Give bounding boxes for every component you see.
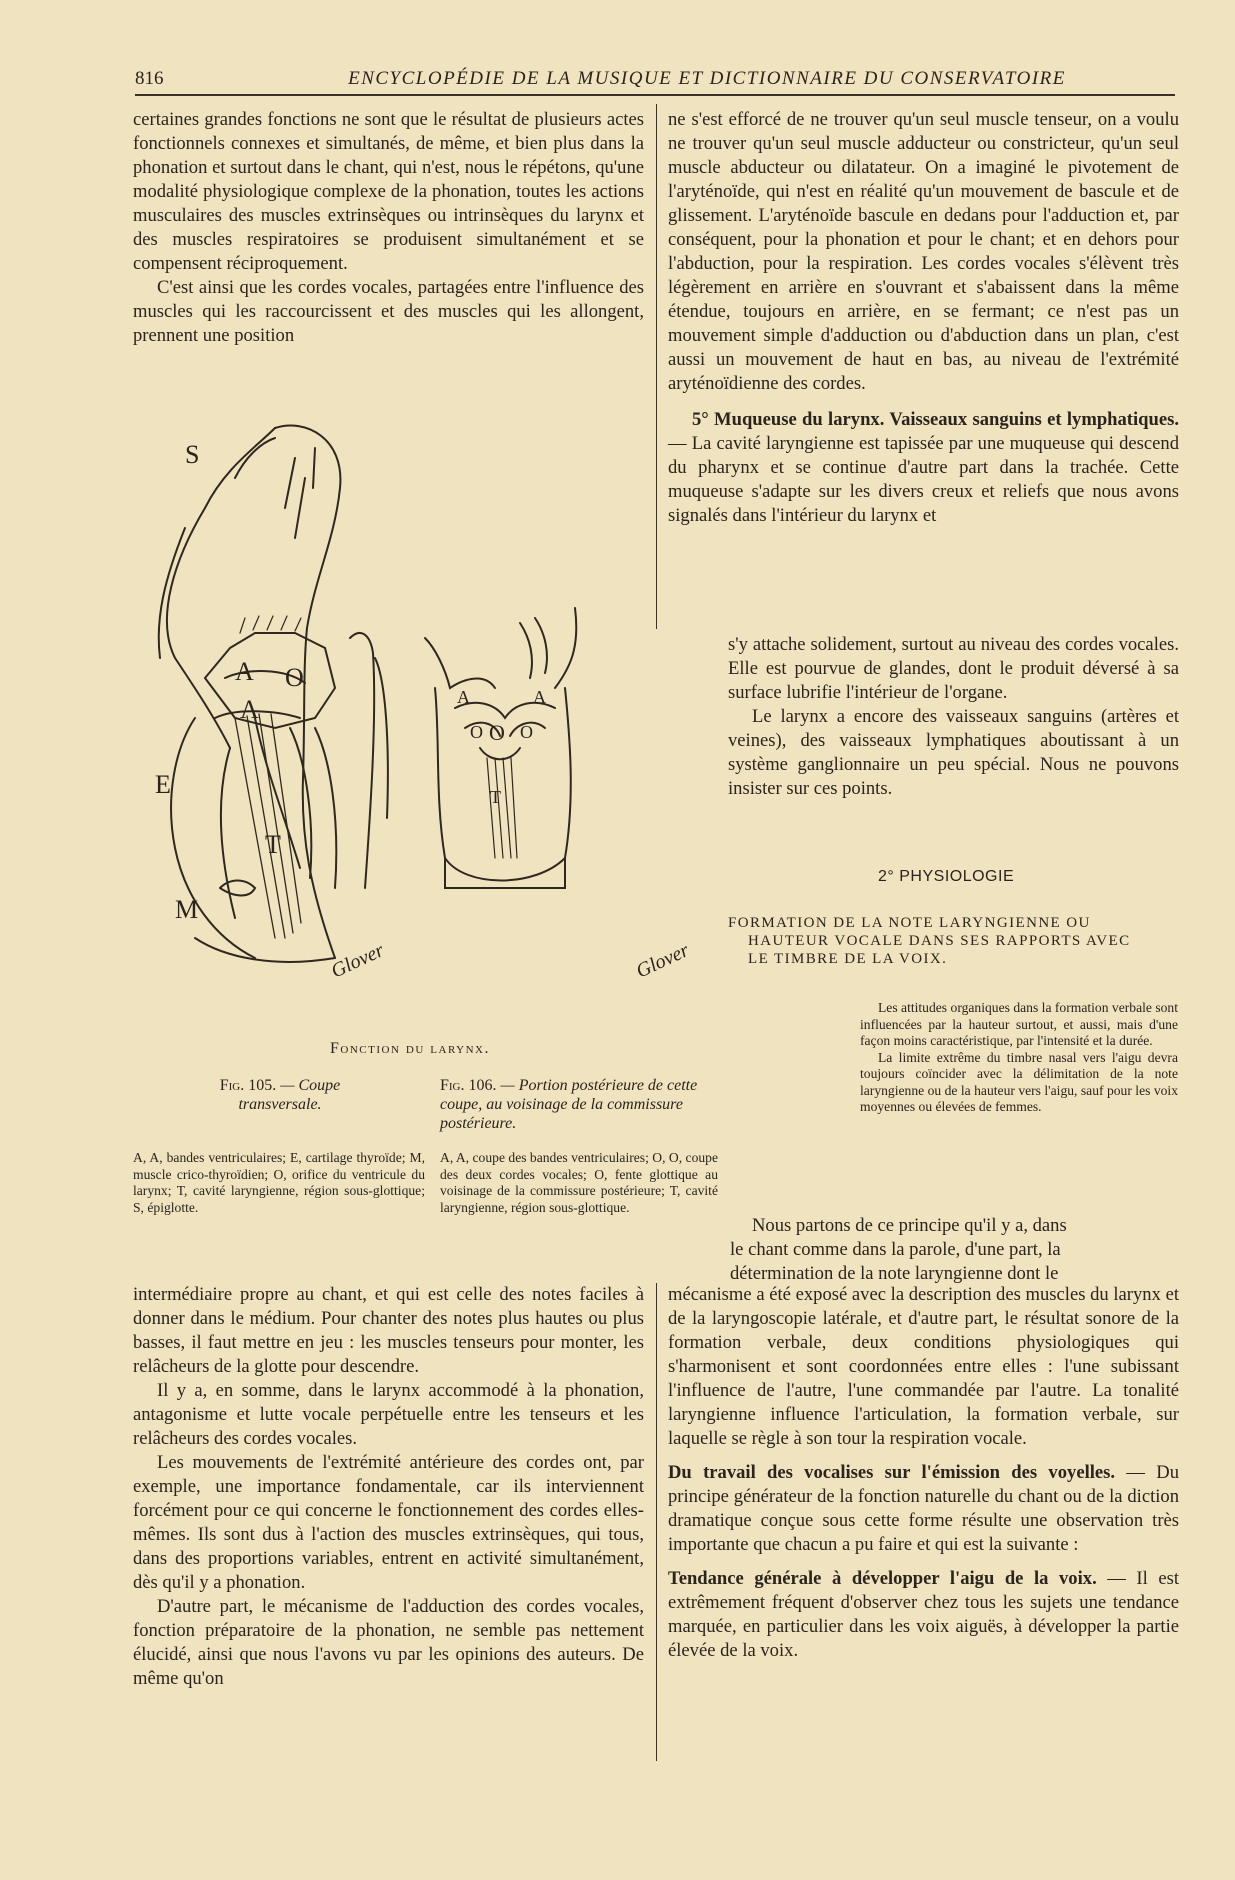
figure-group [135, 418, 725, 1048]
paragraph: C'est ainsi que les cordes vocales, partagées entre l'influence des muscles qui les raccourcissent et des muscles qui les allongent, prennent une position [133, 277, 644, 346]
label-A2: A [240, 695, 259, 724]
subtitle-line: FORMATION DE LA NOTE LARYNGIENNE OU [728, 915, 1091, 931]
paragraph-line: détermination de la note laryngienne dont le [730, 1263, 1059, 1284]
label-O-106: O [470, 722, 483, 742]
right-column-top [668, 108, 1179, 528]
label-T: T [265, 830, 281, 859]
physiology-notes [860, 1000, 1178, 1116]
running-title: ENCYCLOPÉDIE DE LA MUSIQUE ET DICTIONNAIRE DU CONSERVATOIRE [348, 68, 1066, 89]
subtitle-line: LE TIMBRE DE LA VOIX. [748, 951, 948, 967]
paragraph-line: le chant comme dans la parole, d'une part, la [730, 1239, 1061, 1260]
note: La limite extrême du timbre nasal vers l'aigu devra toujours coïncider avec la délimitation de la note laryngienne ou de la hauteur vers l'aigu, sauf pour les voix moyennes ou élevées de femmes. [860, 1049, 1178, 1114]
label-O-106b: O [489, 720, 505, 745]
paragraph: Les mouvements de l'extrémité antérieure des cordes ont, par exemple, une importance fondamentale, car ils interviennent forcément pour ce qui concerne le fonctionnement des cordes elles-mêmes. Ils sont dus à l'action des muscles extrinsèques, qui tous, dans des proportions variables, entrent en activité simultanément, dès qu'il y a phonation. [133, 1452, 644, 1593]
subsection-title [728, 914, 1179, 968]
figure-title: — Coupe transversale. [238, 1077, 341, 1113]
section-title: 2° PHYSIOLOGIE [878, 868, 1015, 885]
left-column-bottom [133, 1283, 644, 1691]
figure-group-title: Fonction du larynx. [330, 1040, 491, 1057]
running-header [135, 66, 1175, 96]
section-heading: 5° Muqueuse du larynx. Vaisseaux sanguins et lymphatiques. [692, 409, 1179, 430]
label-S: S [185, 440, 200, 469]
paragraph: Le larynx a encore des vaisseaux sanguins (artères et veines), des vaisseaux lymphatiques aboutissant à un système ganglionnaire un peu spécial. Nous ne pouvons insister sur ces points. [728, 706, 1179, 799]
label-T-106: T [490, 787, 501, 807]
figure-title: — Portion postérieure de cette coupe, au voisinage de la commissure postérieure. [440, 1077, 698, 1132]
figure-106-drawing [425, 608, 576, 888]
figure-106-caption [440, 1076, 718, 1133]
figure-105-legend: A, A, bandes ventriculaires; E, cartilage thyroïde; M, muscle crico-thyroïdien; O, orifice du ventricule du larynx; T, cavité laryngienne, région sous-glottique; S, épiglotte. [133, 1150, 425, 1215]
label-O: O [285, 663, 304, 692]
section-heading-paragraph [668, 1567, 1179, 1663]
label-A: A [235, 657, 254, 686]
signature-105: Glover [327, 939, 388, 983]
column-rule [656, 1283, 657, 1761]
left-column-top [133, 108, 644, 348]
paragraph-text: — Du principe générateur de la fonction naturelle du chant ou de la diction dramatique conçue sous cette forme résulte une observation très importante que chacun a pu faire et qui est la suivante : [668, 1462, 1179, 1555]
label-A-106b: A [533, 687, 546, 707]
section-heading: Tendance générale à développer l'aigu de la voix. [668, 1568, 1097, 1589]
right-column-narrow [728, 633, 1179, 801]
paragraph-text: — La cavité laryngienne est tapissée par une muqueuse qui descend du pharynx et se continue d'autre part dans la trachée. Cette muqueuse s'adapte sur les divers creux et reliefs que nous avons signalés dans l'intérieur du larynx et [668, 433, 1179, 526]
figure-106-legend: A, A, coupe des bandes ventriculaires; O, O, coupe des deux cordes vocales; O, fente glottique au voisinage de la commissure postérieure; T, cavité laryngienne, région sous-glottique. [440, 1150, 718, 1215]
paragraph: D'autre part, le mécanisme de l'adduction des cordes vocales, fonction préparatoire de la phonation, ne semble pas nettement élucidé, ainsi que nous l'avons vu par les opinions des auteurs. De même qu'on [133, 1596, 644, 1689]
paragraph-text: — Il est extrêmement fréquent d'observer chez tous les sujets une tendance marquée, en particulier dans les voix aiguës, à développer la partie élevée de la voix. [668, 1568, 1179, 1661]
page-number: 816 [135, 68, 164, 89]
figure-number: Fig. 105. [219, 1077, 277, 1094]
paragraph: intermédiaire propre au chant, et qui est celle des notes faciles à donner dans le médium. Pour chanter des notes plus hautes ou plus basses, il faut mettre en jeu : les muscles tenseurs pour monter, les relâcheurs de la glotte pour descendre. [133, 1284, 644, 1377]
section-heading: Du travail des vocalises sur l'émission des voyelles. [668, 1462, 1116, 1483]
paragraph: ne s'est efforcé de ne trouver qu'un seul muscle tenseur, on a voulu ne trouver qu'un seul muscle adducteur ou constricteur, qu'un seul muscle abducteur ou dilatateur. On a imaginé le pivotement de l'aryténoïde, qui n'est en réalité qu'un mouvement de bascule et de glissement. L'aryténoïde bascule en dedans pour l'adduction et, par conséquent, pour la phonation et pour le chant; et en dehors pour l'abduction, pour la respiration. Les cordes vocales s'élèvent très légèrement en arrière en s'ouvrant et s'abaissent dans la même étendue, toujours en arrière, en se fermant; ce n'est pas un mouvement simple d'adduction ou d'abduction dans un plan, c'est aussi un mouvement de haut en bas, au niveau de l'extrémité aryténoïdienne des cordes. [668, 109, 1179, 394]
section-heading-paragraph [668, 1461, 1179, 1557]
label-A-106: A [457, 687, 470, 707]
subtitle-line: HAUTEUR VOCALE DANS SES RAPPORTS AVEC [748, 933, 1131, 949]
figure-number: Fig. 106. [440, 1077, 497, 1094]
right-column-bottom [668, 1283, 1179, 1663]
paragraph: Il y a, en somme, dans le larynx accommodé à la phonation, antagonisme et lutte vocale perpétuelle entre les tenseurs et les relâcheurs des cordes vocales. [133, 1380, 644, 1449]
paragraph-line: Nous partons de ce principe qu'il y a, dans [752, 1215, 1067, 1236]
paragraph: certaines grandes fonctions ne sont que le résultat de plusieurs actes fonctionnels connexes et simultanés, de même, et bien plus dans la phonation et surtout dans le chant, qui n'est, nous le répétons, qu'une modalité physiologique complexe de la phonation, toutes les actions musculaires des muscles extrinsèques ou intrinsèques du larynx et des muscles respiratoires se produisent simultanément et se compensent réciproquement. [133, 109, 644, 274]
label-O-106c: O [520, 722, 533, 742]
paragraph: s'y attache solidement, surtout au niveau des cordes vocales. Elle est pourvue de glandes, dont le produit déversé à sa surface lubrifie l'intérieur de l'organe. [728, 634, 1179, 703]
figure-105-drawing [159, 426, 388, 962]
paragraph: mécanisme a été exposé avec la description des muscles du larynx et de la laryngoscopie latérale, et d'autre part, le résultat sonore de la formation verbale, deux conditions physiologiques qui s'harmonisent et sont coordonnées entre elles : l'une subissant l'influence de l'autre, l'une commandée par l'autre. La tonalité laryngienne influence l'articulation, la formation verbale, sur laquelle se règle à son tour la respiration vocale. [668, 1284, 1179, 1449]
signature-106: Glover [632, 939, 693, 983]
figure-105-caption [180, 1076, 380, 1114]
label-E: E [155, 770, 171, 799]
note: Les attitudes organiques dans la formation verbale sont influencées par la hauteur surtout, et aussi, mais d'une façon moins caractéristique, par l'intensité et la durée. [860, 1000, 1178, 1048]
label-M: M [175, 895, 199, 924]
section-heading-paragraph [668, 408, 1179, 528]
larynx-figures [135, 418, 725, 1028]
physiology-intro [730, 1214, 1179, 1286]
